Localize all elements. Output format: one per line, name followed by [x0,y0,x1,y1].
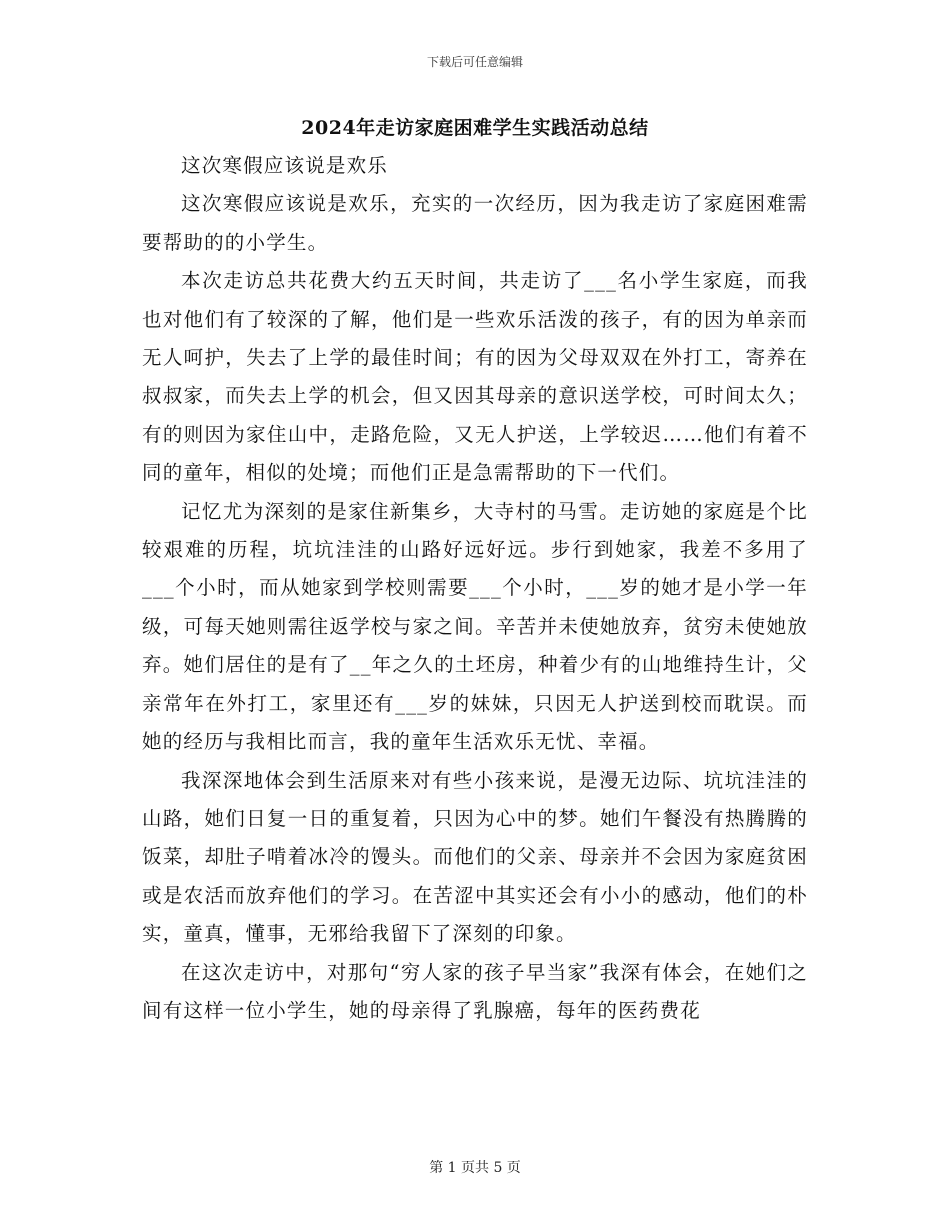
document-body [142,147,808,1030]
document-title: 2024年走访家庭困难学生实践活动总结 [301,117,649,139]
paragraph-subtitle: 这次寒假应该说是欢乐 [181,154,389,177]
paragraph-intro: 这次寒假应该说是欢乐，充实的一次经历，因为我走访了家庭困难需要帮助的的小学生。 [142,192,808,254]
paragraph-visit-overview: 本次走访总共花费大约五天时间，共走访了___名小学生家庭，而我也对他们有了较深的了解，他们是一些欢乐活泼的孩子，有的因为单亲而无人呵护，失去了上学的最佳时间；有的因为父母双双在外打工，寄养在叔叔家，而失去上学的机会，但又因其母亲的意识送学校，可时间太久；有的则因为家住山中，走路危险，又无人护送，上学较迟……他们有着不同的童年，相似的处境；而他们正是急需帮助的下一代们。 [142,269,808,485]
header-note: 下载后可任意编辑 [426,55,523,69]
paragraph-reflection: 我深深地体会到生活原来对有些小孩来说，是漫无边际、坑坑洼洼的山路，她们日复一日的重复着，只因为心中的梦。她们午餐没有热腾腾的饭菜，却肚子啃着冰冷的馒头。而他们的父亲、母亲并不会因为家庭贫困或是农活而放弃他们的学习。在苦涩中其实还会有小小的感动，他们的朴实，童真，懂事，无邪给我留下了深刻的印象。 [142,768,808,946]
paragraph-ma-xue: 记忆尤为深刻的是家住新集乡，大寺村的马雪。走访她的家庭是个比较艰难的历程，坑坑洼洼的山路好远好远。步行到她家，我差不多用了___个小时，而从她家到学校则需要___个小时，___岁的她才是小学一年级，可每天她则需往返学校与家之间。辛苦并未使她放弃，贫穷未使她放弃。她们居住的是有了__年之久的土坯房，种着少有的山地维持生计，父亲常年在外打工，家里还有___岁的妹妹，只因无人护送到校而耽误。而她的经历与我相比而言，我的童年生活欢乐无忧、幸福。 [142,499,808,754]
paragraph-poor-children: 在这次走访中，对那句“穷人家的孩子早当家”我深有体会，在她们之间有这样一位小学生，她的母亲得了乳腺癌，每年的医药费花 [142,960,808,1022]
page-footer: 第 1 页共 5 页 [429,1160,521,1176]
